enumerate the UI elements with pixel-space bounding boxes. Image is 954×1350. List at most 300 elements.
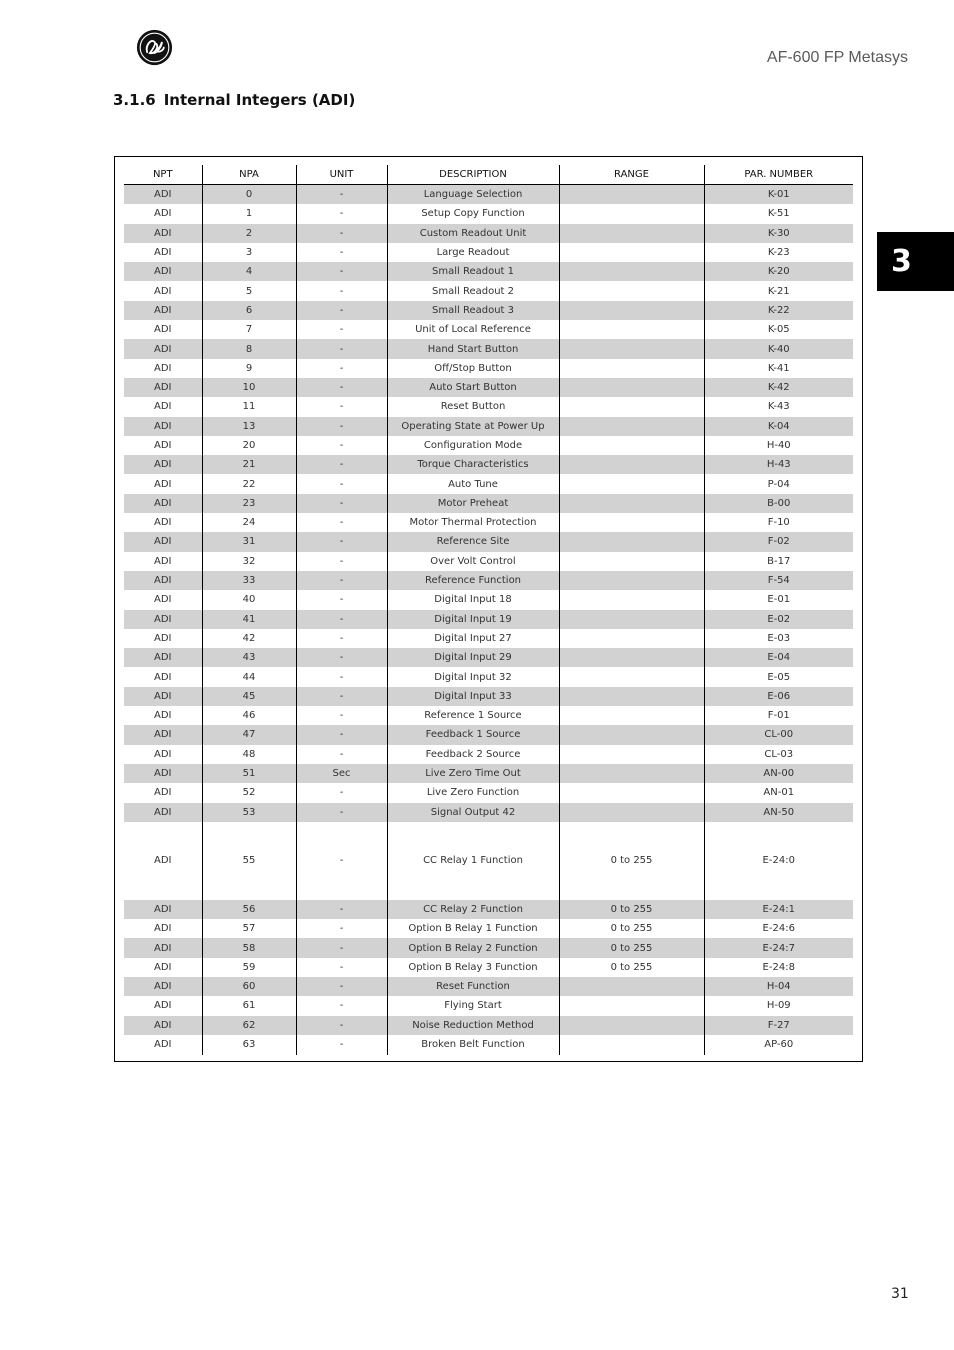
cell-unit: - — [296, 977, 387, 996]
section-number: 3.1.6 — [113, 91, 156, 109]
cell-par-number: K-40 — [704, 339, 853, 358]
cell-unit: - — [296, 822, 387, 900]
cell-npt: ADI — [154, 594, 172, 606]
cell-npa: 51 — [202, 764, 296, 783]
cell-par-number: H-43 — [704, 455, 853, 474]
cell-npa: 55 — [202, 822, 296, 900]
cell-npa: 4 — [202, 262, 296, 281]
cell-par-number: K-22 — [704, 301, 853, 320]
cell-range — [559, 378, 704, 397]
cell-npa: 0 — [202, 185, 296, 205]
cell-npt: ADI — [124, 725, 202, 744]
cell-range — [559, 1016, 704, 1035]
cell-npa: 5 — [202, 281, 296, 300]
cell-par-number: H-40 — [704, 436, 853, 455]
cell-range — [559, 204, 704, 223]
cell-description: Reference Site — [387, 532, 559, 551]
cell-unit: - — [296, 417, 387, 436]
cell-npa: 13 — [202, 417, 296, 436]
cell-npt: ADI — [154, 247, 172, 259]
cell-range — [559, 281, 704, 300]
cell-description: Reference Function — [387, 571, 559, 590]
cell-description: Small Readout 1 — [387, 262, 559, 281]
cell-npt: ADI — [154, 285, 172, 297]
cell-par-number: K-20 — [704, 262, 853, 281]
cell-par-number: E-03 — [704, 629, 853, 648]
cell-npt: ADI — [154, 855, 172, 867]
cell-unit: - — [296, 687, 387, 706]
cell-par-number: AN-00 — [704, 764, 853, 783]
cell-npa: 9 — [202, 359, 296, 378]
table-row — [124, 919, 853, 938]
cell-npt: ADI — [154, 748, 172, 760]
cell-range — [559, 339, 704, 358]
cell-npa: 42 — [202, 629, 296, 648]
cell-npa: 41 — [202, 610, 296, 629]
table-row — [124, 822, 853, 900]
column-header-range: RANGE — [559, 165, 704, 185]
cell-npt: ADI — [124, 339, 202, 358]
column-header-npa: NPA — [202, 165, 296, 185]
table-row — [124, 590, 853, 609]
cell-npt: ADI — [154, 478, 172, 490]
cell-range — [559, 301, 704, 320]
cell-unit: - — [296, 725, 387, 744]
cell-par-number: E-04 — [704, 648, 853, 667]
cell-npt: ADI — [154, 362, 172, 374]
cell-unit: - — [296, 900, 387, 919]
cell-par-number: E-02 — [704, 610, 853, 629]
cell-description: Reference 1 Source — [387, 706, 559, 725]
cell-unit: - — [296, 455, 387, 474]
cell-range — [559, 359, 704, 378]
cell-npa: 11 — [202, 397, 296, 416]
cell-npa: 33 — [202, 571, 296, 590]
cell-npa: 23 — [202, 494, 296, 513]
cell-unit: - — [296, 378, 387, 397]
cell-unit: - — [296, 745, 387, 764]
table-body — [124, 185, 853, 1055]
cell-par-number: AN-50 — [704, 803, 853, 822]
cell-range: 0 to 255 — [559, 900, 704, 919]
cell-range — [559, 977, 704, 996]
cell-unit: - — [296, 320, 387, 339]
cell-npa: 60 — [202, 977, 296, 996]
cell-par-number: K-05 — [704, 320, 853, 339]
cell-npa: 44 — [202, 667, 296, 686]
cell-unit: - — [296, 1016, 387, 1035]
cell-npa: 58 — [202, 938, 296, 957]
cell-description: Broken Belt Function — [387, 1035, 559, 1055]
cell-npa: 10 — [202, 378, 296, 397]
cell-npt: ADI — [124, 224, 202, 243]
cell-range — [559, 455, 704, 474]
column-header-par-number: PAR. NUMBER — [704, 165, 853, 185]
cell-range — [559, 610, 704, 629]
cell-npa: 62 — [202, 1016, 296, 1035]
cell-unit: - — [296, 281, 387, 300]
cell-par-number: H-04 — [704, 977, 853, 996]
table-row — [124, 803, 853, 822]
cell-npt: ADI — [124, 301, 202, 320]
cell-par-number: E-05 — [704, 667, 853, 686]
cell-range — [559, 687, 704, 706]
cell-description: Language Selection — [387, 185, 559, 205]
table-row — [124, 667, 853, 686]
cell-par-number: B-00 — [704, 494, 853, 513]
cell-unit: - — [296, 783, 387, 802]
cell-description: Digital Input 32 — [387, 667, 559, 686]
cell-par-number: K-43 — [704, 397, 853, 416]
cell-par-number: F-02 — [704, 532, 853, 551]
table-row — [124, 513, 853, 532]
table-row — [124, 339, 853, 358]
cell-par-number: E-06 — [704, 687, 853, 706]
cell-npt: ADI — [124, 648, 202, 667]
cell-par-number: E-01 — [704, 590, 853, 609]
cell-npt: ADI — [124, 803, 202, 822]
section-heading — [113, 91, 355, 109]
cell-range — [559, 590, 704, 609]
cell-par-number: B-17 — [704, 552, 853, 571]
cell-par-number: F-10 — [704, 513, 853, 532]
table-row — [124, 436, 853, 455]
cell-npa: 43 — [202, 648, 296, 667]
cell-range — [559, 648, 704, 667]
table-row — [124, 243, 853, 262]
document-title: AF-600 FP Metasys — [766, 49, 908, 66]
cell-description: Feedback 1 Source — [387, 725, 559, 744]
cell-npt: ADI — [124, 900, 202, 919]
cell-unit: - — [296, 667, 387, 686]
cell-range: 0 to 255 — [559, 822, 704, 900]
page-number: 31 — [891, 1286, 909, 1302]
cell-npt: ADI — [124, 610, 202, 629]
table-row — [124, 474, 853, 493]
cell-description: Auto Tune — [387, 474, 559, 493]
cell-npt: ADI — [124, 378, 202, 397]
cell-npt: ADI — [124, 938, 202, 957]
cell-range — [559, 262, 704, 281]
cell-par-number: K-01 — [704, 185, 853, 205]
cell-description: Setup Copy Function — [387, 204, 559, 223]
table-row — [124, 764, 853, 783]
table-row — [124, 610, 853, 629]
cell-description: Digital Input 33 — [387, 687, 559, 706]
cell-par-number: K-42 — [704, 378, 853, 397]
table-row — [124, 455, 853, 474]
cell-unit: - — [296, 571, 387, 590]
cell-par-number: E-24:0 — [704, 822, 853, 900]
table-row — [124, 532, 853, 551]
cell-npt: ADI — [124, 571, 202, 590]
cell-range — [559, 745, 704, 764]
cell-npt: ADI — [124, 262, 202, 281]
cell-unit: - — [296, 474, 387, 493]
cell-npt: ADI — [154, 440, 172, 451]
table-row — [124, 204, 853, 223]
cell-par-number: AP-60 — [704, 1035, 853, 1055]
column-header-npt: NPT — [124, 165, 202, 185]
cell-npa: 24 — [202, 513, 296, 532]
cell-par-number: H-09 — [704, 996, 853, 1015]
cell-npt: ADI — [124, 417, 202, 436]
cell-unit: Sec — [296, 764, 387, 783]
cell-unit: - — [296, 938, 387, 957]
cell-description: Digital Input 27 — [387, 629, 559, 648]
cell-description: Small Readout 2 — [387, 281, 559, 300]
table-row — [124, 262, 853, 281]
cell-range — [559, 1035, 704, 1055]
table-row — [124, 320, 853, 339]
cell-unit: - — [296, 204, 387, 223]
section-title: Internal Integers (ADI) — [163, 91, 356, 109]
adi-table — [124, 165, 853, 1055]
table-row — [124, 996, 853, 1015]
cell-npt: ADI — [154, 208, 172, 220]
cell-npa: 21 — [202, 455, 296, 474]
cell-npt: ADI — [154, 710, 172, 722]
cell-npa: 61 — [202, 996, 296, 1015]
table-row — [124, 417, 853, 436]
cell-npa: 8 — [202, 339, 296, 358]
cell-description: Large Readout — [387, 243, 559, 262]
cell-par-number: CL-00 — [704, 725, 853, 744]
table-row — [124, 378, 853, 397]
cell-unit: - — [296, 185, 387, 205]
cell-unit: - — [296, 301, 387, 320]
cell-range — [559, 571, 704, 590]
cell-description: Reset Function — [387, 977, 559, 996]
column-header-description: DESCRIPTION — [387, 165, 559, 185]
cell-unit: - — [296, 436, 387, 455]
cell-range — [559, 397, 704, 416]
cell-npt: ADI — [124, 455, 202, 474]
cell-description: Unit of Local Reference — [387, 320, 559, 339]
cell-range — [559, 436, 704, 455]
cell-unit: - — [296, 513, 387, 532]
cell-npt: ADI — [124, 687, 202, 706]
cell-npt: ADI — [154, 1000, 172, 1012]
cell-npt: ADI — [154, 961, 172, 973]
cell-unit: - — [296, 1035, 387, 1055]
cell-range — [559, 185, 704, 205]
table-header-row — [124, 165, 853, 185]
cell-npt: ADI — [124, 1016, 202, 1035]
cell-unit: - — [296, 648, 387, 667]
cell-unit: - — [296, 397, 387, 416]
cell-par-number: E-24:6 — [704, 919, 853, 938]
cell-description: Configuration Mode — [387, 436, 559, 455]
cell-npa: 22 — [202, 474, 296, 493]
table-row — [124, 281, 853, 300]
cell-par-number: E-24:8 — [704, 958, 853, 977]
cell-unit: - — [296, 590, 387, 609]
chapter-tab: 3 — [877, 232, 954, 291]
table-row — [124, 185, 853, 205]
table-row — [124, 301, 853, 320]
table-row — [124, 359, 853, 378]
cell-unit: - — [296, 243, 387, 262]
cell-unit: - — [296, 532, 387, 551]
table-row — [124, 958, 853, 977]
cell-par-number: F-27 — [704, 1016, 853, 1035]
cell-npa: 31 — [202, 532, 296, 551]
cell-range — [559, 764, 704, 783]
cell-unit: - — [296, 803, 387, 822]
cell-npt: ADI — [154, 324, 172, 336]
cell-unit: - — [296, 359, 387, 378]
cell-npt: ADI — [124, 185, 202, 205]
cell-description: Live Zero Time Out — [387, 764, 559, 783]
cell-par-number: K-30 — [704, 224, 853, 243]
cell-unit: - — [296, 339, 387, 358]
cell-par-number: CL-03 — [704, 745, 853, 764]
table-row — [124, 725, 853, 744]
cell-range — [559, 532, 704, 551]
cell-par-number: P-04 — [704, 474, 853, 493]
cell-description: Digital Input 18 — [387, 590, 559, 609]
cell-description: Option B Relay 1 Function — [387, 919, 559, 938]
table-row — [124, 706, 853, 725]
cell-npt: ADI — [154, 671, 172, 683]
cell-npa: 63 — [202, 1035, 296, 1055]
cell-par-number: F-01 — [704, 706, 853, 725]
cell-npt: ADI — [124, 764, 202, 783]
cell-description: Reset Button — [387, 397, 559, 416]
cell-npa: 20 — [202, 436, 296, 455]
cell-description: Flying Start — [387, 996, 559, 1015]
cell-npa: 32 — [202, 552, 296, 571]
cell-range — [559, 552, 704, 571]
cell-range — [559, 417, 704, 436]
cell-range: 0 to 255 — [559, 938, 704, 957]
cell-unit: - — [296, 610, 387, 629]
cell-description: Operating State at Power Up — [387, 417, 559, 436]
cell-npa: 7 — [202, 320, 296, 339]
table-row — [124, 938, 853, 957]
cell-description: Digital Input 19 — [387, 610, 559, 629]
cell-npa: 6 — [202, 301, 296, 320]
table-row — [124, 648, 853, 667]
cell-range — [559, 629, 704, 648]
cell-range — [559, 667, 704, 686]
cell-npa: 40 — [202, 590, 296, 609]
cell-range — [559, 996, 704, 1015]
cell-par-number: E-24:1 — [704, 900, 853, 919]
cell-description: Digital Input 29 — [387, 648, 559, 667]
cell-npt: ADI — [154, 787, 172, 799]
table-row — [124, 571, 853, 590]
cell-npt: ADI — [154, 1039, 172, 1051]
cell-description: Hand Start Button — [387, 339, 559, 358]
cell-npa: 56 — [202, 900, 296, 919]
cell-npt: ADI — [124, 532, 202, 551]
table-row — [124, 1016, 853, 1035]
cell-npa: 3 — [202, 243, 296, 262]
adi-table-frame — [114, 156, 863, 1062]
cell-description: Off/Stop Button — [387, 359, 559, 378]
cell-range: 0 to 255 — [559, 919, 704, 938]
cell-unit: - — [296, 262, 387, 281]
cell-par-number: K-21 — [704, 281, 853, 300]
cell-npa: 59 — [202, 958, 296, 977]
cell-npt: ADI — [154, 401, 172, 413]
cell-range — [559, 803, 704, 822]
table-row — [124, 224, 853, 243]
cell-par-number: F-54 — [704, 571, 853, 590]
column-header-unit: UNIT — [296, 165, 387, 185]
table-row — [124, 552, 853, 571]
cell-range — [559, 224, 704, 243]
cell-description: Auto Start Button — [387, 378, 559, 397]
cell-par-number: K-23 — [704, 243, 853, 262]
cell-description: Over Volt Control — [387, 552, 559, 571]
cell-range: 0 to 255 — [559, 958, 704, 977]
cell-npt: ADI — [154, 632, 172, 644]
table-row — [124, 900, 853, 919]
cell-unit: - — [296, 919, 387, 938]
cell-range — [559, 474, 704, 493]
cell-range — [559, 783, 704, 802]
table-row — [124, 783, 853, 802]
cell-description: Option B Relay 2 Function — [387, 938, 559, 957]
cell-description: Torque Characteristics — [387, 455, 559, 474]
cell-par-number: K-41 — [704, 359, 853, 378]
cell-unit: - — [296, 958, 387, 977]
cell-par-number: K-51 — [704, 204, 853, 223]
cell-description: Noise Reduction Method — [387, 1016, 559, 1035]
cell-npa: 48 — [202, 745, 296, 764]
cell-par-number: E-24:7 — [704, 938, 853, 957]
cell-npt: ADI — [124, 494, 202, 513]
cell-npt: ADI — [154, 555, 172, 567]
table-row — [124, 494, 853, 513]
table-row — [124, 687, 853, 706]
cell-npa: 53 — [202, 803, 296, 822]
cell-unit: - — [296, 629, 387, 648]
table-row — [124, 745, 853, 764]
cell-npa: 45 — [202, 687, 296, 706]
cell-npa: 47 — [202, 725, 296, 744]
cell-description: Feedback 2 Source — [387, 745, 559, 764]
ge-logo — [136, 29, 173, 66]
cell-npa: 46 — [202, 706, 296, 725]
cell-description: Small Readout 3 — [387, 301, 559, 320]
table-row — [124, 629, 853, 648]
cell-range — [559, 243, 704, 262]
cell-range — [559, 706, 704, 725]
cell-unit: - — [296, 494, 387, 513]
cell-par-number: K-04 — [704, 417, 853, 436]
cell-npa: 57 — [202, 919, 296, 938]
cell-description: Live Zero Function — [387, 783, 559, 802]
cell-npt: ADI — [124, 977, 202, 996]
cell-description: CC Relay 1 Function — [387, 822, 559, 900]
cell-description: Motor Thermal Protection — [387, 513, 559, 532]
cell-description: CC Relay 2 Function — [387, 900, 559, 919]
cell-npt: ADI — [154, 517, 172, 529]
cell-description: Signal Output 42 — [387, 803, 559, 822]
table-row — [124, 977, 853, 996]
cell-npa: 1 — [202, 204, 296, 223]
cell-description: Motor Preheat — [387, 494, 559, 513]
cell-npt: ADI — [154, 923, 172, 935]
cell-range — [559, 725, 704, 744]
table-row — [124, 397, 853, 416]
cell-range — [559, 494, 704, 513]
cell-range — [559, 513, 704, 532]
